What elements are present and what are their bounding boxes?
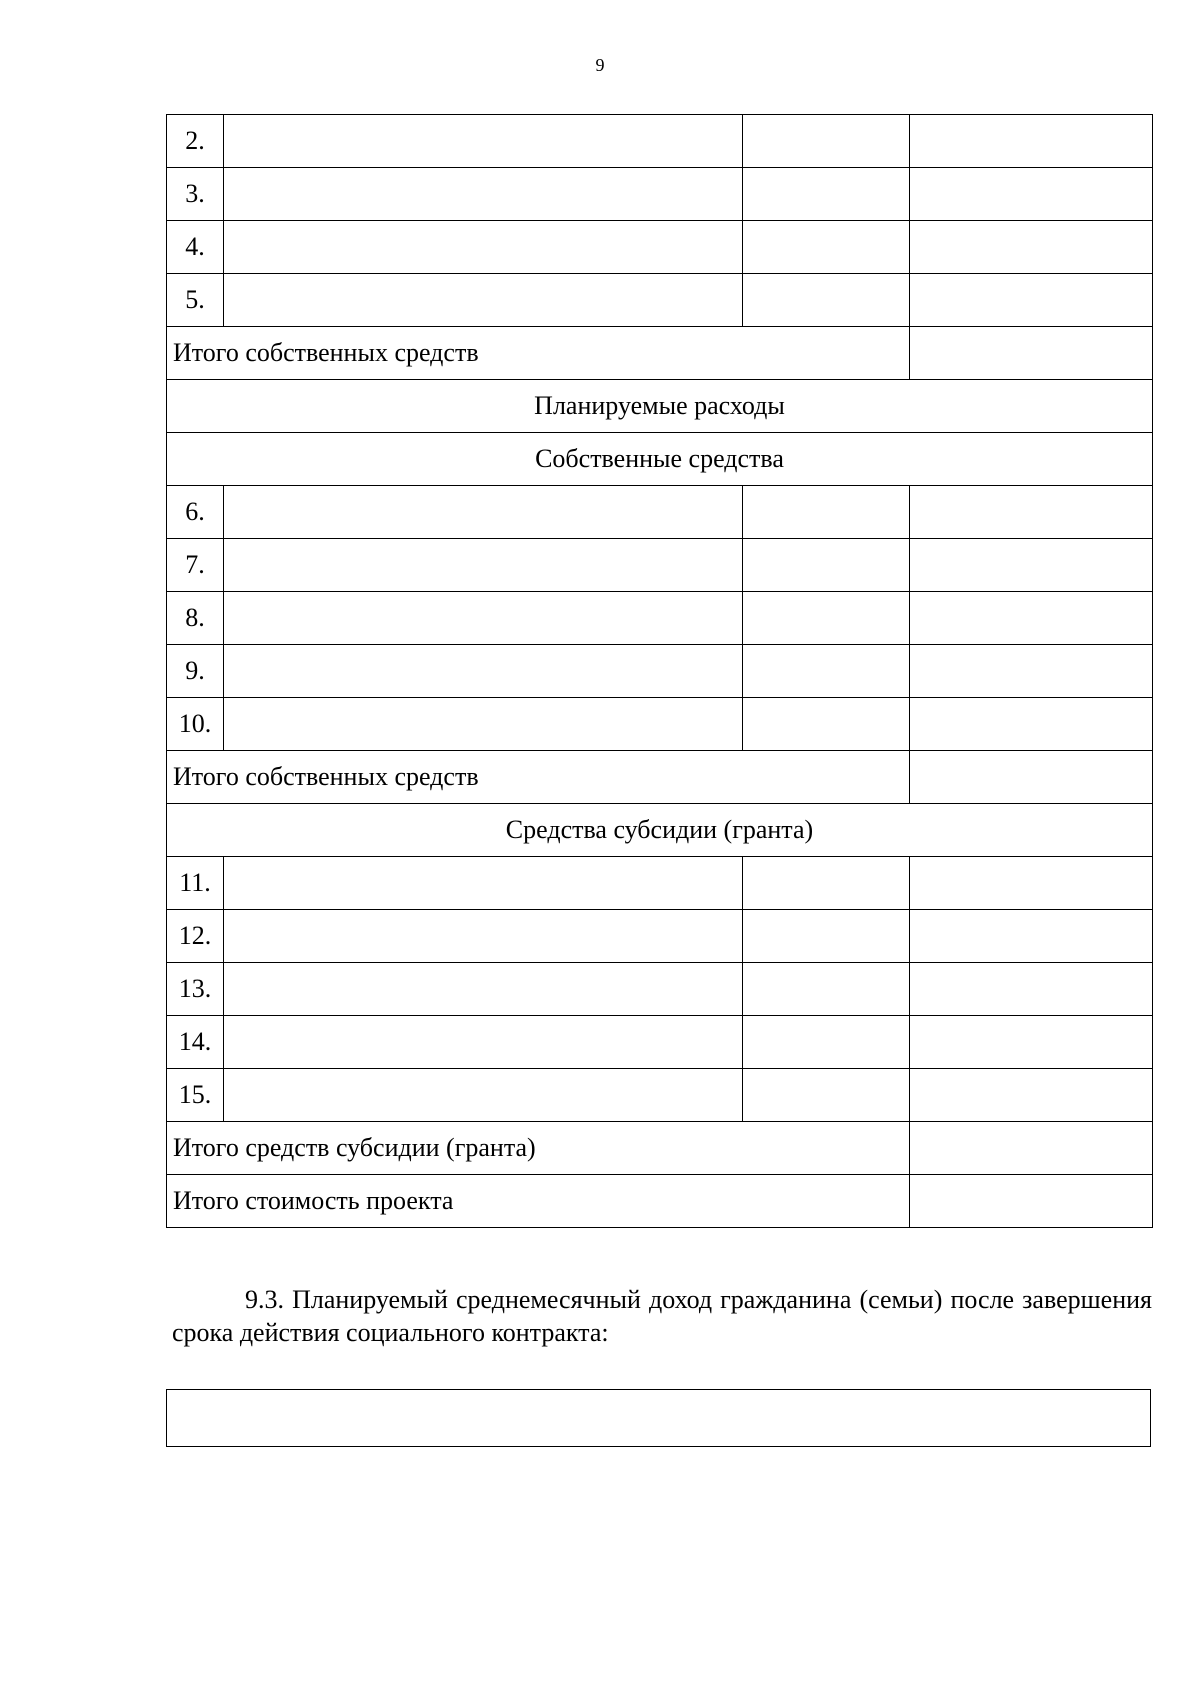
table-row [167, 168, 1153, 221]
table-row [167, 221, 1153, 274]
item-name-cell [224, 963, 743, 1016]
item-amount-cell [910, 963, 1153, 1016]
item-amount-cell [910, 592, 1153, 645]
total-amount-cell [910, 1122, 1153, 1175]
total-project-cost-label: Итого стоимость проекта [167, 1175, 910, 1228]
table-row [167, 963, 1153, 1016]
total-own-funds-label: Итого собственных средств [167, 327, 910, 380]
table-row [167, 698, 1153, 751]
item-mid-cell [743, 1016, 910, 1069]
item-mid-cell [743, 857, 910, 910]
item-mid-cell [743, 168, 910, 221]
table-row [167, 115, 1153, 168]
total-amount-cell [910, 751, 1153, 804]
item-mid-cell [743, 910, 910, 963]
row-number: 8. [167, 592, 224, 645]
paragraph-9-3: 9.3. Планируемый среднемесячный доход гражданина (семьи) после завершения срока действия социального контракта: [172, 1285, 1152, 1347]
item-mid-cell [743, 963, 910, 1016]
total-amount-cell [910, 1175, 1153, 1228]
table-row [167, 486, 1153, 539]
item-name-cell [224, 221, 743, 274]
item-mid-cell [743, 592, 910, 645]
item-amount-cell [910, 486, 1153, 539]
table-row [167, 539, 1153, 592]
row-number: 11. [167, 857, 224, 910]
item-mid-cell [743, 486, 910, 539]
item-name-cell [224, 486, 743, 539]
total-row [167, 1175, 1153, 1228]
section-row [167, 380, 1153, 433]
row-number: 7. [167, 539, 224, 592]
item-amount-cell [910, 857, 1153, 910]
item-name-cell [224, 1069, 743, 1122]
total-row [167, 327, 1153, 380]
row-number: 13. [167, 963, 224, 1016]
row-number: 15. [167, 1069, 224, 1122]
total-row [167, 751, 1153, 804]
row-number: 3. [167, 168, 224, 221]
section-own-funds: Собственные средства [167, 433, 1153, 486]
row-number: 5. [167, 274, 224, 327]
total-own-funds-label: Итого собственных средств [167, 751, 910, 804]
row-number: 10. [167, 698, 224, 751]
section-planned-expenses: Планируемые расходы [167, 380, 1153, 433]
table-row [167, 1069, 1153, 1122]
item-name-cell [224, 910, 743, 963]
item-name-cell [224, 698, 743, 751]
total-amount-cell [910, 327, 1153, 380]
item-mid-cell [743, 221, 910, 274]
item-name-cell [224, 168, 743, 221]
item-amount-cell [910, 168, 1153, 221]
item-amount-cell [910, 910, 1153, 963]
item-amount-cell [910, 698, 1153, 751]
item-name-cell [224, 274, 743, 327]
item-name-cell [224, 115, 743, 168]
planned-income-field [166, 1389, 1151, 1447]
item-amount-cell [910, 539, 1153, 592]
item-mid-cell [743, 645, 910, 698]
section-subsidy-funds: Средства субсидии (гранта) [167, 804, 1153, 857]
item-name-cell [224, 539, 743, 592]
row-number: 9. [167, 645, 224, 698]
budget-table [166, 114, 1153, 1228]
item-amount-cell [910, 1016, 1153, 1069]
total-subsidy-label: Итого средств субсидии (гранта) [167, 1122, 910, 1175]
table-row [167, 857, 1153, 910]
item-amount-cell [910, 1069, 1153, 1122]
item-name-cell [224, 857, 743, 910]
table-row [167, 274, 1153, 327]
table-row [167, 645, 1153, 698]
item-name-cell [224, 645, 743, 698]
total-row [167, 1122, 1153, 1175]
item-mid-cell [743, 274, 910, 327]
section-row [167, 433, 1153, 486]
page-number: 9 [595, 55, 605, 75]
row-number: 12. [167, 910, 224, 963]
item-amount-cell [910, 274, 1153, 327]
table-row [167, 592, 1153, 645]
item-mid-cell [743, 698, 910, 751]
item-mid-cell [743, 115, 910, 168]
row-number: 2. [167, 115, 224, 168]
table-row [167, 1016, 1153, 1069]
section-row [167, 804, 1153, 857]
item-mid-cell [743, 539, 910, 592]
item-name-cell [224, 592, 743, 645]
row-number: 4. [167, 221, 224, 274]
item-name-cell [224, 1016, 743, 1069]
row-number: 6. [167, 486, 224, 539]
item-mid-cell [743, 1069, 910, 1122]
item-amount-cell [910, 221, 1153, 274]
table-row [167, 910, 1153, 963]
item-amount-cell [910, 115, 1153, 168]
row-number: 14. [167, 1016, 224, 1069]
item-amount-cell [910, 645, 1153, 698]
